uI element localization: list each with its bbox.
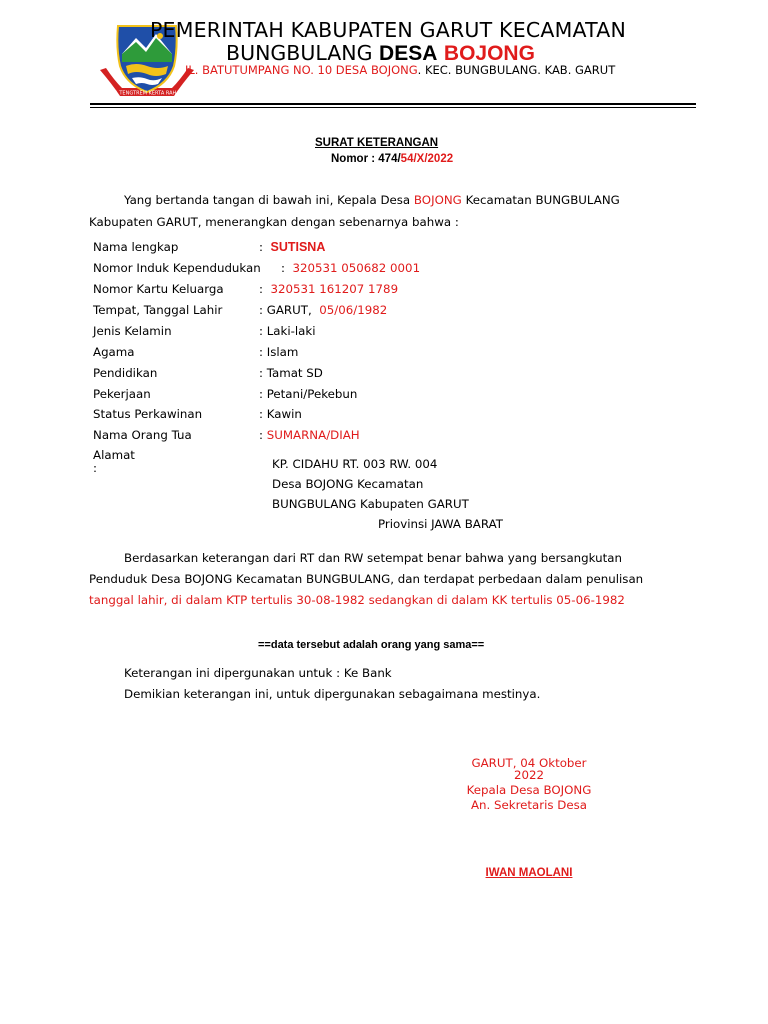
field-value-nik (281, 261, 420, 275)
letterhead-rule-thick (90, 103, 696, 105)
intro-text-c: Kecamatan BUNGBULANG (461, 193, 620, 207)
nik-value: 320531 050682 0001 (292, 261, 421, 275)
field-label-ttl: Tempat, Tanggal Lahir (93, 303, 223, 317)
field-value-kk (259, 282, 398, 296)
intro-text-a: Yang bertanda tangan di bawah ini, Kepala Desa (124, 193, 414, 207)
body-line2: Penduduk Desa BOJONG Kecamatan BUNGBULANG, dan terdapat perbedaan dalam penulisan (89, 572, 644, 586)
field-label-alamat: Alamat (93, 448, 135, 462)
signature-name: IWAN MAOLANI (485, 867, 573, 879)
letterhead-address (185, 63, 615, 77)
intro-line1 (124, 193, 620, 207)
ttl-place: : GARUT, (259, 303, 316, 317)
emphasis-note: ==data tersebut adalah orang yang sama== (258, 639, 485, 651)
field-value-ortu (259, 428, 360, 442)
intro-desa: BOJONG (413, 193, 462, 207)
document-number-value: 54/X/2022 (400, 153, 454, 165)
field-label-nama: Nama lengkap (93, 240, 179, 254)
intro-line2: Kabupaten GARUT, menerangkan dengan sebenarnya bahwa : (89, 215, 459, 229)
body-line3: tanggal lahir, di dalam KTP tertulis 30-08-1982 sedangkan di dalam KK tertulis 05-06-1982 (89, 593, 625, 607)
field-sep: : (259, 428, 263, 442)
letterhead-desa-name: BOJONG (443, 42, 535, 65)
field-label-pekerjaan: Pekerjaan (93, 387, 151, 401)
field-label-kk: Nomor Kartu Keluarga (93, 282, 224, 296)
kk-value: 320531 161207 1789 (270, 282, 399, 296)
field-sep: : (281, 261, 285, 275)
alamat-line1: KP. CIDAHU RT. 003 RW. 004 (272, 457, 438, 471)
signature-year: 2022 (513, 768, 545, 782)
field-value-agama: : Islam (259, 345, 299, 359)
field-label-jk: Jenis Kelamin (93, 324, 172, 338)
document-title: SURAT KETERANGAN (315, 137, 439, 149)
letterhead-desa-label: DESA (379, 42, 438, 65)
field-label-ortu: Nama Orang Tua (93, 428, 192, 442)
ttl-date: 05/06/1982 (319, 303, 388, 317)
alamat-line3: BUNGBULANG Kabupaten GARUT (272, 497, 469, 511)
field-label-nik: Nomor Induk Kependudukan (93, 261, 261, 275)
field-value-pendidikan: : Tamat SD (259, 366, 323, 380)
field-value-nama (259, 240, 325, 254)
address-street: JL. BATUTUMPANG NO. 10 DESA BOJONG (185, 63, 418, 77)
alamat-line2: Desa BOJONG Kecamatan (272, 477, 424, 491)
closing-line: Demikian keterangan ini, untuk dipergunakan sebagaimana mestinya. (124, 687, 541, 701)
document-number-label: Nomor : 474/ (331, 153, 401, 165)
field-sep: : (259, 240, 263, 254)
alamat-line4: Priovinsi JAWA BARAT (378, 517, 503, 531)
ortu-value: SUMARNA/DIAH (266, 428, 360, 442)
field-value-jk: : Laki-laki (259, 324, 316, 338)
field-sep-alamat: : (93, 461, 97, 475)
letterhead-rule-thin (90, 107, 696, 108)
signature-place-date: GARUT, 04 Oktober (471, 756, 587, 770)
field-value-status: : Kawin (259, 407, 302, 421)
body-line1: Berdasarkan keterangan dari RT dan RW setempat benar bahwa yang bersangkutan (124, 551, 622, 565)
field-sep: : (259, 282, 263, 296)
logo-motto: TATA TENGTREM KERTA RAHARJA (106, 90, 188, 97)
purpose-line: Keterangan ini dipergunakan untuk : Ke Bank (124, 666, 392, 680)
letterhead-kecamatan: BUNGBULANG (226, 41, 373, 65)
field-value-pekerjaan: : Petani/Pekebun (259, 387, 358, 401)
letterhead-line1: PEMERINTAH KABUPATEN GARUT KECAMATAN (150, 18, 626, 42)
nama-value: SUTISNA (270, 240, 326, 254)
signature-role: Kepala Desa BOJONG (466, 783, 592, 797)
field-value-ttl (259, 303, 387, 317)
address-region: . KEC. BUNGBULANG. KAB. GARUT (417, 63, 616, 77)
document-number (331, 153, 453, 165)
field-label-pendidikan: Pendidikan (93, 366, 158, 380)
signature-an: An. Sekretaris Desa (470, 798, 588, 812)
field-label-status: Status Perkawinan (93, 407, 203, 421)
field-label-agama: Agama (93, 345, 135, 359)
